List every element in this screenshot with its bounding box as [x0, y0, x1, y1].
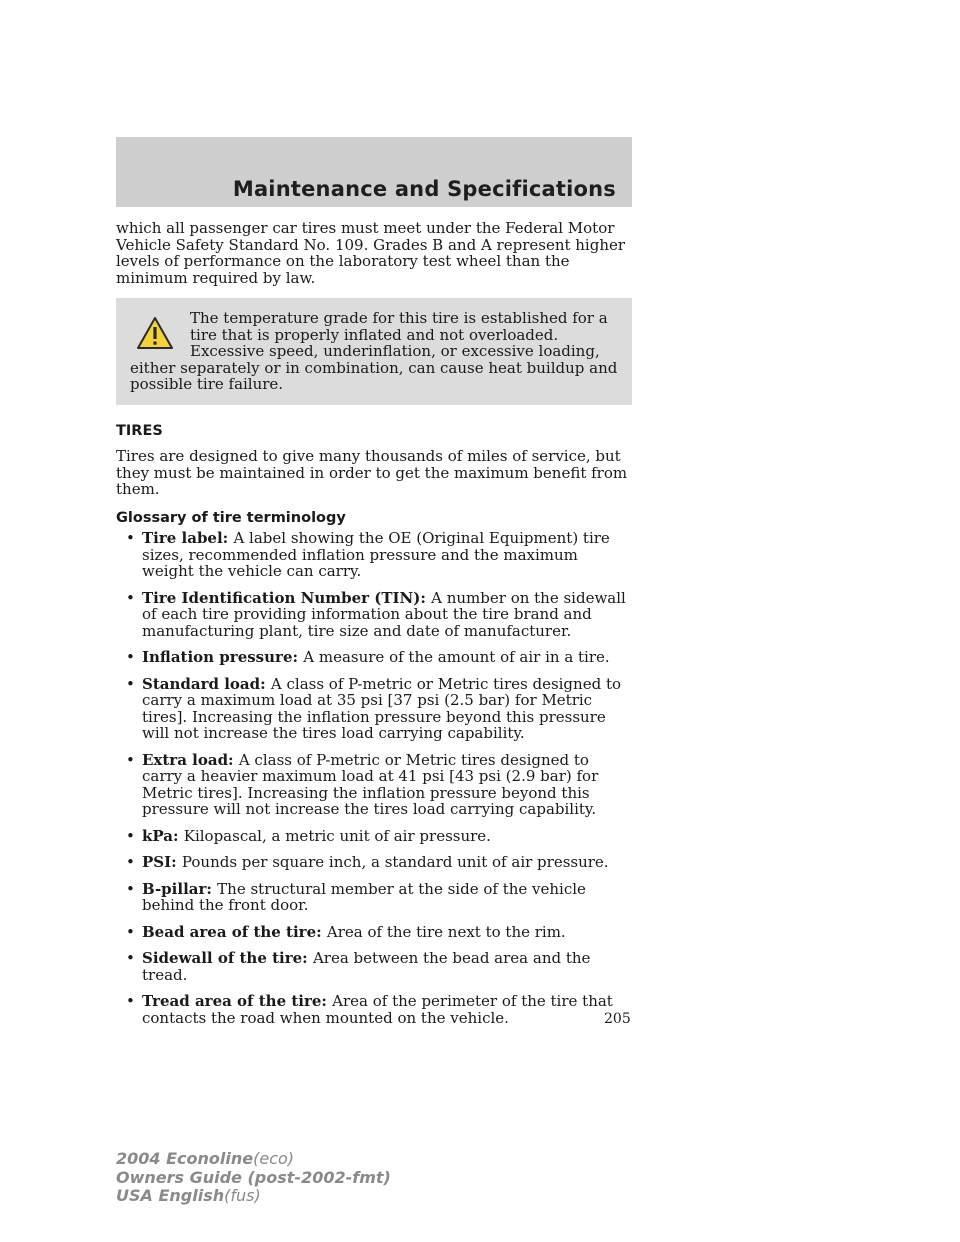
- list-item: [116, 530, 632, 580]
- bullet: •: [126, 826, 135, 845]
- list-item: [116, 752, 632, 818]
- list-item: [116, 649, 632, 666]
- list-item: [116, 676, 632, 742]
- footer-line-model: [116, 1150, 391, 1169]
- footer-line-guide: [116, 1169, 391, 1188]
- list-item: [116, 828, 632, 845]
- glossary-definition: The structural member at the side of the vehicle behind the front door.: [142, 879, 586, 914]
- tires-heading: TIRES: [116, 422, 163, 439]
- bullet: •: [126, 750, 135, 769]
- footer-line-language: [116, 1187, 391, 1206]
- warning-box: [116, 298, 632, 405]
- document-footer: [116, 1150, 391, 1206]
- page-content: [116, 220, 632, 1036]
- glossary-definition: Area between the bead area and the tread.: [142, 949, 591, 984]
- bullet: •: [126, 922, 135, 941]
- list-item: [116, 924, 632, 941]
- footer-guide: Owners Guide (post-2002-fmt): [116, 1167, 391, 1187]
- glossary-definition: A label showing the OE (Original Equipment) tire sizes, recommended inflation pressure and the maximum weight the vehicle can carry.: [142, 529, 610, 580]
- glossary-term: PSI:: [142, 853, 182, 871]
- bullet: •: [126, 648, 135, 666]
- glossary-heading: Glossary of tire terminology: [116, 509, 346, 526]
- glossary-definition: A class of P-metric or Metric tires designed to carry a heavier maximum load at 41 psi [43 psi (2.9 bar) for Metric tires]. Increasing the inflation pressure beyond this pressure will not increase the tires load carrying capability.: [142, 750, 599, 818]
- footer-model: 2004 Econoline: [116, 1149, 254, 1168]
- bullet: •: [126, 879, 135, 898]
- glossary-term: kPa:: [142, 826, 184, 845]
- glossary-definition: Pounds per square inch, a standard unit of air pressure.: [181, 853, 609, 871]
- glossary-term: Tire label:: [142, 529, 234, 547]
- page-number: 205: [604, 1011, 631, 1027]
- bullet: •: [126, 529, 135, 547]
- glossary-term: B-pillar:: [142, 879, 218, 898]
- tires-paragraph: Tires are designed to give many thousands of miles of service, but they must be maintained in order to get the maximum benefit from them.: [116, 447, 628, 498]
- bullet: •: [126, 588, 135, 607]
- footer-model-code: (eco): [253, 1149, 295, 1168]
- bullet: •: [126, 674, 135, 693]
- glossary-definition: Area of the tire next to the rim.: [326, 922, 566, 941]
- glossary-list: [116, 530, 632, 1026]
- glossary-term: Tire Identification Number (TIN):: [142, 588, 432, 607]
- glossary-term: Tread area of the tire:: [142, 992, 333, 1010]
- glossary-definition: A measure of the amount of air in a tire.: [303, 648, 610, 666]
- bullet: •: [126, 949, 135, 967]
- list-item: [116, 881, 632, 914]
- footer-language: USA English: [116, 1186, 225, 1205]
- glossary-definition: A class of P-metric or Metric tires designed to carry a maximum load at 35 psi [37 psi (2.5 bar) for Metric tires]. Increasing the inflation pressure beyond this pressure will not increase the tires load carrying capability.: [142, 674, 622, 742]
- footer-language-code: (fus): [224, 1186, 261, 1205]
- glossary-definition: A number on the sidewall of each tire providing information about the tire brand and manufacturing plant, tire size and date of manufacturer.: [142, 588, 626, 640]
- bullet: •: [126, 992, 135, 1010]
- warning-triangle-icon: [136, 316, 174, 350]
- list-item: [116, 950, 632, 983]
- intro-paragraph: which all passenger car tires must meet under the Federal Motor Vehicle Safety Standard No. 109. Grades B and A represent higher levels of performance on the laboratory test wheel than the minimum required by law.: [116, 219, 626, 287]
- glossary-term: Sidewall of the tire:: [142, 949, 313, 967]
- warning-text: The temperature grade for this tire is established for a tire that is properly inflated and not overloaded. Excessive speed, underinflation, or excessive loading, either separately or in combination, can cause heat buildup and possible tire failure.: [130, 309, 618, 393]
- list-item: [116, 854, 632, 871]
- glossary-term: Bead area of the tire:: [142, 922, 327, 941]
- glossary-term: Standard load:: [142, 674, 271, 693]
- section-title: Maintenance and Specifications: [232, 177, 616, 201]
- list-item: [116, 993, 632, 1026]
- list-item: [116, 590, 632, 640]
- glossary-term: Extra load:: [142, 750, 239, 769]
- section-header-band: [116, 137, 632, 207]
- glossary-term: Inflation pressure:: [142, 648, 304, 666]
- bullet: •: [126, 853, 135, 871]
- glossary-definition: Area of the perimeter of the tire that contacts the road when mounted on the vehicle.: [142, 992, 613, 1027]
- glossary-definition: Kilopascal, a metric unit of air pressure.: [183, 826, 491, 845]
